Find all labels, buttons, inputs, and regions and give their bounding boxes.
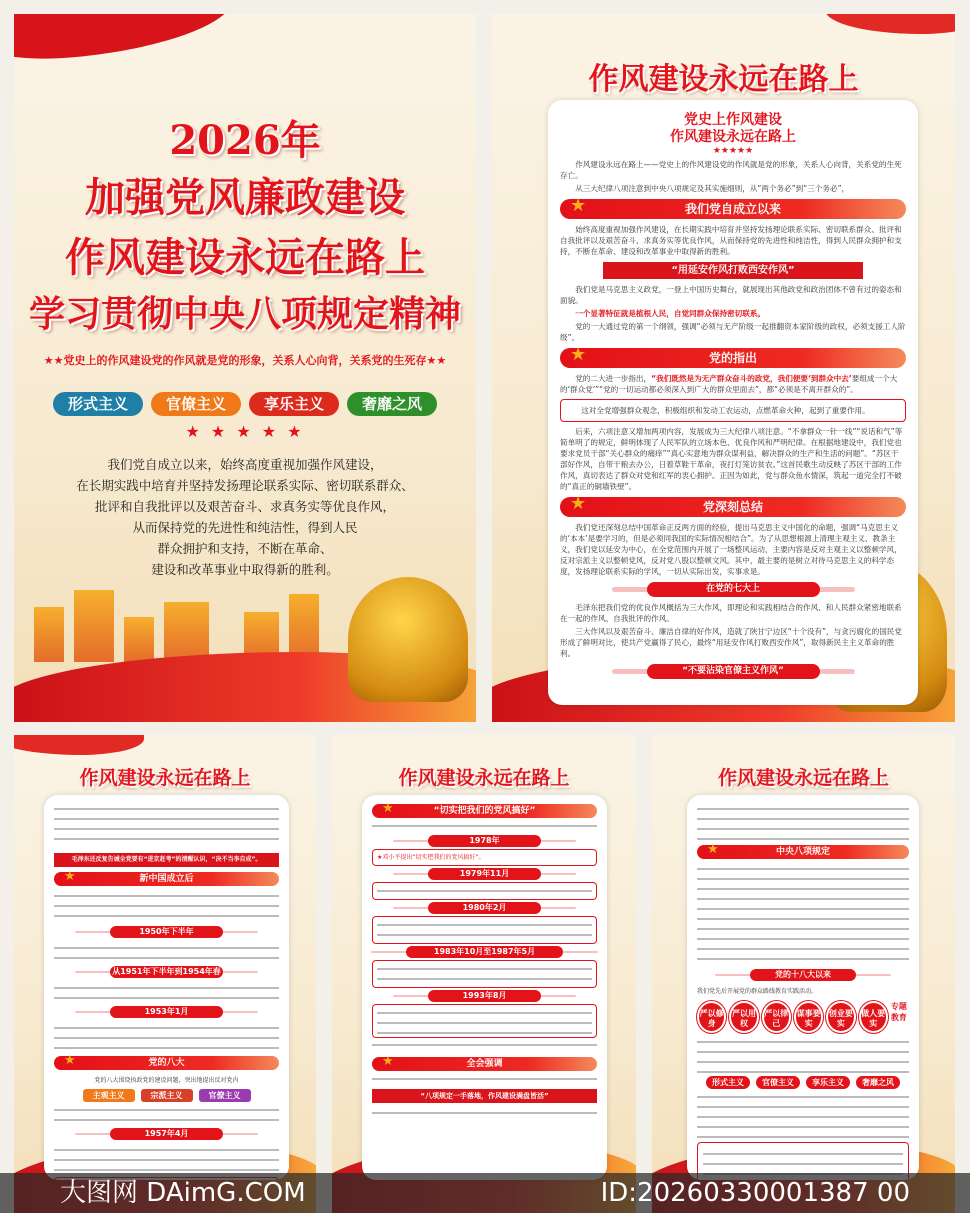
pill-row (14, 392, 476, 416)
tag-heading: 在党的七大上 (647, 582, 820, 597)
paragraph: 党的八大围绕执政党的建设问题，突出地提出反对党内 (94, 1077, 239, 1084)
text-block (377, 886, 592, 896)
pill-bureaucratism: 官僚主义 (151, 392, 241, 416)
section-title: 党深刻总结 (702, 500, 763, 514)
text: 党的二大进一步指出， (575, 374, 652, 383)
star-icon: ★ (570, 344, 587, 365)
boxed-note (372, 960, 597, 988)
chip: 官僚主义 (199, 1089, 251, 1102)
card-heading-line: 党史上作风建设 (684, 112, 782, 128)
intro-line: 从而保持党的先进性和纯洁性，得到人民 (132, 520, 358, 535)
circle-badge: 创业要实 (826, 1001, 855, 1033)
content-card (44, 795, 289, 1180)
paragraph: 后来，六项注意又增加两项内容，发展成为三大纪律八项注意。“不拿群众一针一线”“说话和气”等简单明了的规定，鲜明体现了人民军队的立场本色、优良作风和严明纪律。在根据地建设中，我们党也要求党员干部“关心群众的痛痒”“真心实意地为群众谋利益，解决群众的生产和生活的问题”。“苏区干部好作风，自带干粮去办公，日着草鞋干革命，夜打灯笼访贫农。”这首民歌生动反映了苏区干部的工作作风，真切表达了群众对党和红军的衷心拥护。正因为如此，党与群众鱼水情深，筑起一道完全打不破的“真正的铜墙铁壁”。 (560, 427, 903, 491)
text-block (372, 821, 597, 833)
paragraph: 毛泽东把我们党的优良作风概括为三大作风，即理论和实践相结合的作风、和人民群众紧密地联系在一起的作风、自我批评的作风。 (560, 603, 902, 623)
text-block (697, 864, 909, 964)
intro-line: 在长期实践中培育并坚持发扬理论联系实际、密切联系群众、 (76, 478, 414, 493)
intro-line: 建设和改革事业中取得新的胜利。 (151, 562, 339, 577)
section-header (372, 1054, 597, 1071)
watermark-site: 大图网 DAimG.COM (60, 1178, 306, 1208)
text-block (54, 1105, 279, 1123)
circle-badge: 严以修身 (697, 1001, 726, 1033)
section-title: 党的指出 (708, 351, 757, 365)
poster-history (492, 14, 955, 722)
section-title: 新中国成立后 (139, 874, 194, 884)
content-card (362, 795, 607, 1180)
circle-tail-label: 专题教育 (890, 1002, 907, 1022)
text-block (697, 1092, 909, 1138)
tag-heading: 1980年2月 (428, 902, 541, 914)
circle-badge: 严以律己 (762, 1001, 791, 1033)
chip: 主观主义 (83, 1089, 135, 1102)
city-skyline (34, 607, 64, 662)
tag-heading: 1979年11月 (428, 868, 541, 880)
section-header (54, 869, 279, 886)
text-block (372, 1040, 597, 1054)
poster-cover (14, 14, 476, 722)
city-skyline (164, 602, 209, 662)
intro-line: 我们党自成立以来，始终高度重视加强作风建设， (107, 457, 383, 472)
tag-heading: 从1951年下半年到1954年春 (112, 967, 221, 976)
star-icon: ★ (64, 869, 76, 884)
city-skyline (124, 617, 154, 662)
highlight-paragraph: 一个显著特征就是植根人民，自觉同群众保持密切联系。 (575, 309, 766, 318)
poster-year: 2026年 (169, 117, 321, 164)
star-icon: ★ (570, 195, 587, 216)
ribbon-heading: 毛泽东还反复告诫全党要有“进京赶考”的清醒认识，“决不当李自成”。 (54, 853, 279, 867)
text-block (372, 1074, 597, 1084)
paragraph: ★邓小平提出“切实把我们的党风搞好”。 (377, 854, 485, 861)
paragraph: 始终高度重视加强作风建设，在长期实践中培育并坚持发扬理论联系实际、密切联系群众、批评和自我批评以及艰苦奋斗、求真务实等优良作风，从而保持党的先进性和纯洁性，得到人民群众拥护和支持，不断在革命、建设和改革事业中取得新的胜利。 (560, 225, 902, 256)
tag-heading: 1983年10月至1987年5月 (406, 946, 564, 958)
section-title: 中央八项规定 (775, 847, 830, 857)
section-title: 我们党自成立以来 (684, 202, 781, 216)
paragraph: 党的一大通过党的第一个纲领，强调“必须与无产阶级一起推翻资本家阶级的政权，必须支援工人阶级”。 (560, 322, 906, 342)
text-block (377, 920, 592, 940)
boxed-note (372, 1004, 597, 1038)
intro-line: 批评和自我批评以及艰苦奋斗、求真务实等优良作风， (94, 499, 395, 514)
circle-badge: 谋事要实 (794, 1001, 823, 1033)
text-block (372, 1108, 597, 1122)
section-header (560, 344, 906, 368)
education-circles (697, 1001, 909, 1033)
poster-title-3: 学习贯彻中央八项规定精神 (28, 293, 461, 335)
text-block (54, 804, 279, 848)
section-title: 党的八大 (148, 1058, 185, 1068)
chip: 形式主义 (706, 1076, 750, 1089)
section-header (54, 1053, 279, 1070)
boxed-note (372, 916, 597, 944)
poster-eight-rules (652, 735, 955, 1213)
red-wave-decoration (14, 735, 144, 755)
section-header (372, 801, 597, 818)
tag-heading: 1950年下半年 (110, 926, 223, 938)
golden-lion-image (348, 577, 468, 702)
star-icon: ★ (707, 842, 719, 857)
highlight-text: “我们既然是为无产群众奋斗的政党，我们便要‘到群众中去’ (651, 374, 852, 383)
section-title: 全会强调 (466, 1059, 503, 1069)
boxed-note (372, 849, 597, 866)
poster-title-1: 加强党风廉政建设 (85, 174, 405, 221)
paragraph: 这对全党增强群众观念，积极组织和发动工农运动，点燃革命火种，起到了重要作用。 (581, 406, 870, 415)
paragraph: 我们党是马克思主义政党，一登上中国历史舞台，就展现出其他政党和政治团体不曾有过的姿态和面貌。 (560, 285, 902, 305)
ribbon-heading: “八项规定一手落地，作风建设满盘皆活” (372, 1089, 597, 1103)
card-heading-line: 作风建设永远在路上 (670, 129, 796, 145)
content-card (687, 795, 919, 1180)
content-card (548, 100, 918, 705)
text-block (54, 943, 279, 961)
card-heading (560, 112, 906, 146)
red-wave-decoration (14, 14, 237, 67)
intro-text (54, 454, 436, 580)
star-icon: ★ (570, 493, 587, 514)
watermark-bar (0, 1173, 970, 1213)
poster-title: 作风建设永远在路上 (79, 767, 251, 789)
intro-line: 群众拥护和支持，不断在革命、 (157, 541, 333, 556)
circle-badge: 做人要实 (859, 1001, 888, 1033)
tag-heading: 党的十八大以来 (750, 969, 856, 981)
tag-heading: 1953年1月 (110, 1006, 223, 1018)
stars-divider: ★ ★ ★ ★ ★ (185, 422, 305, 441)
chip: 宗派主义 (141, 1089, 193, 1102)
city-skyline (74, 590, 114, 662)
stars-divider: ★★★★★ (712, 146, 754, 156)
pill-hedonism: 享乐主义 (249, 392, 339, 416)
paragraph: 从三大纪律八项注意到中央八项规定及其实施细则，从“两个务必”到“三个务必”， (575, 184, 850, 193)
star-icon: ★ (64, 1053, 76, 1068)
chip-row (54, 1089, 279, 1102)
text-block (697, 1037, 909, 1073)
poster-title-2: 作风建设永远在路上 (65, 234, 425, 281)
star-icon: ★ (382, 801, 394, 816)
paragraph (560, 373, 906, 395)
chip-row (697, 1076, 909, 1089)
pill-extravagance: 奢靡之风 (347, 392, 437, 416)
poster-subtitle: ★★党史上的作风建设党的作风就是党的形象，关系人心向背，关系党的生死存★★ (43, 354, 447, 367)
poster-new-china (14, 735, 316, 1213)
text-block (377, 964, 592, 984)
section-title: “切实把我们的党风搞好” (433, 806, 536, 816)
boxed-note (372, 882, 597, 900)
text: 要组成一个大的‘群众党’”“党的一切运动都必须深入到广大的群众里面去”，都“必须是不离开群众的”。 (560, 374, 898, 394)
section-header (560, 195, 906, 219)
text-block (54, 891, 279, 921)
tag-heading: “不要沾染官僚主义作风” (647, 664, 820, 679)
watermark-id: ID:20260330001387 00 (600, 1178, 910, 1208)
section-header (560, 493, 906, 517)
poster-title: 作风建设永远在路上 (588, 62, 859, 97)
chip: 享乐主义 (806, 1076, 850, 1089)
text-block (377, 1008, 592, 1034)
circle-badge: 严以用权 (729, 1001, 758, 1033)
paragraph: 我们党先后开展党的群众路线教育实践活动。 (697, 988, 818, 995)
poster-title: 作风建设永远在路上 (398, 767, 570, 789)
paragraph: 我们党还深刻总结中国革命正反两方面的经验，提出马克思主义中国化的命题，强调“马克思主义的‘本本’是要学习的，但是必须同我国的实际情况相结合”。为了从思想根源上清理主观主义、教条主义，我们党以延安为中心，在全党范围内开展了一场整风运动，主要内容是反对主观主义以整顿学风，反对宗派主义以整顿党风，反对党八股以整顿文风。其中，最主要的是树立对待马克思主义的科学态度，发扬理论联系实际的学风，一切从实际出发，实事求是。 (560, 523, 902, 576)
poster-reform (332, 735, 636, 1213)
text-block (54, 1145, 279, 1173)
boxed-note (560, 399, 906, 422)
poster-title: 作风建设永远在路上 (717, 767, 889, 789)
chip: 奢靡之风 (856, 1076, 900, 1089)
paragraph: 三大作风以及艰苦奋斗、廉洁自律的好作风，造就了陕甘宁边区“十个没有”，与贪污腐化的国民党形成了鲜明对比，使共产党赢得了民心，最终“用延安作风打败西安作风”，取得新民主主义革命的胜利。 (560, 627, 902, 658)
text-block (54, 983, 279, 1001)
section-header (697, 842, 909, 859)
text-block (697, 804, 909, 840)
red-wave-decoration (825, 14, 955, 34)
text-block (54, 1023, 279, 1051)
star-icon: ★ (382, 1054, 394, 1069)
tag-heading: 1993年8月 (428, 990, 541, 1002)
tag-heading: 1978年 (428, 835, 541, 847)
ribbon-heading: “用延安作风打败西安作风” (603, 262, 863, 279)
paragraph: 作风建设永远在路上——党史上的作风建设党的作风就是党的形象，关系人心向背，关系党的生死存亡。 (560, 160, 902, 180)
tag-heading: 1957年4月 (110, 1128, 223, 1140)
chip: 官僚主义 (756, 1076, 800, 1089)
pill-formalism: 形式主义 (53, 392, 143, 416)
